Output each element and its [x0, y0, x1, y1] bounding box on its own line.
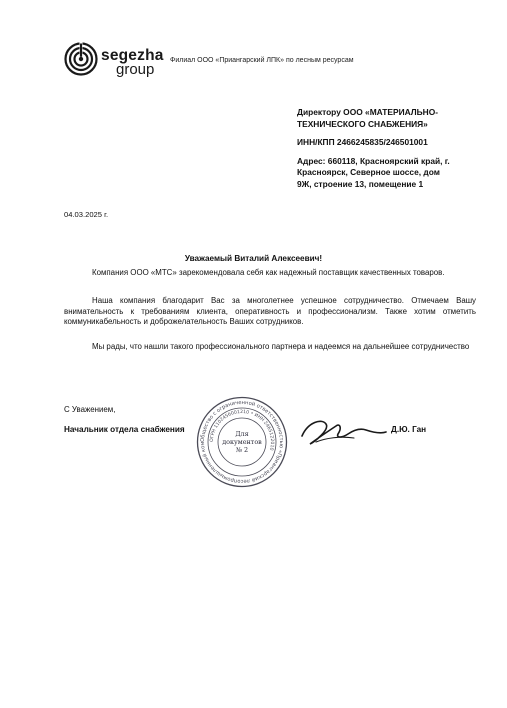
signer-position: Начальник отдела снабжения: [64, 425, 185, 434]
stamp-inner-ring-text: ОГРН 1102456001210 • ИНН 2465122010: [209, 409, 275, 451]
closing-phrase: С Уважением,: [64, 405, 116, 414]
company-stamp: [196, 396, 288, 488]
paragraph-3: [64, 342, 476, 353]
branch-name: Филиал ООО «Приангарский ЛПК» по лесным ресурсам: [170, 57, 354, 64]
addressee-address-3: 9Ж, строение 13, помещение 1: [297, 178, 424, 189]
logo-wordmark-top: segezha: [101, 47, 164, 64]
stamp-outer-ring-text: Общество с ограниченной ответственностью «Приангарский лесопромышленный ком: [199, 399, 285, 485]
addressee-block: [297, 107, 487, 190]
handwritten-signature: [296, 412, 388, 450]
paragraph-2-text: Наша компания благодарит Вас за многолетнее успешное сотрудничество. Отмечаем Вашу внимательность к требованиям клиента, оперативность и профессионализм. Также хотим отметить коммуникабельность и доброжелательность Ваших сотрудников.: [64, 296, 476, 327]
paragraph-1: [64, 268, 476, 279]
stamp-center-line-2: документов: [222, 438, 262, 446]
stamp-center-line-1: Для: [235, 430, 249, 438]
stamp-center-line-3: № 2: [235, 446, 249, 454]
paragraph-2: [64, 296, 476, 328]
addressee-line-2: ТЕХНИЧЕСКОГО СНАБЖЕНИЯ»: [297, 118, 428, 129]
stamp-center-text: [222, 430, 262, 454]
letter-date: 04.03.2025 г.: [64, 210, 109, 219]
addressee-address-2: Красноярск, Северное шоссе, дом: [297, 167, 440, 177]
segezha-spiral-icon: [64, 42, 98, 76]
addressee-address-1: Адрес: 660118, Красноярский край, г.: [297, 155, 450, 166]
paragraph-1-text: Компания ООО «МТС» зарекомендовала себя как надежный поставщик качественных товаров.: [92, 268, 445, 277]
segezha-group-logo: [64, 42, 174, 82]
signer-name: Д.Ю. Ган: [391, 425, 427, 434]
addressee-inn: ИНН/КПП 2466245835/246501001: [297, 137, 428, 147]
logo-wordmark-bottom: group: [116, 61, 155, 78]
salutation: Уважаемый Виталий Алексеевич!: [184, 254, 323, 263]
addressee-line-1: Директору ООО «МАТЕРИАЛЬНО-: [297, 107, 439, 117]
paragraph-3-text: Мы рады, что нашли такого профессионального партнера и надеемся на дальнейшее сотрудничество: [92, 342, 470, 351]
